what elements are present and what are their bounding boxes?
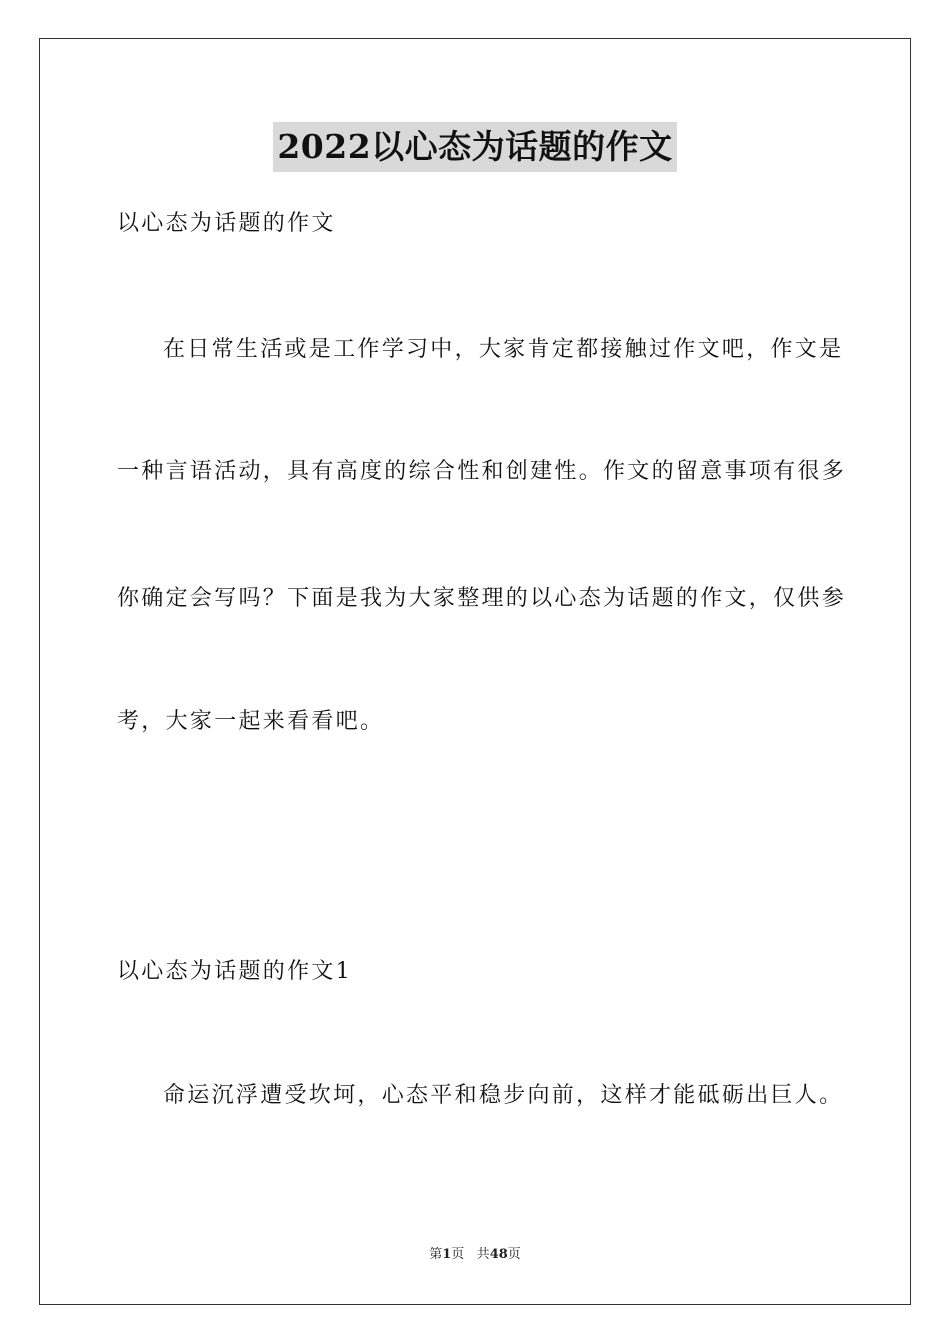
- footer-page-prefix: 第: [429, 1247, 443, 1262]
- section-paragraph-line-1: 命运沉浮遭受坎坷，心态平和稳步向前，这样才能砥砺出巨人。: [163, 1083, 844, 1108]
- footer-total-prefix: 共: [476, 1247, 490, 1262]
- document-subtitle: 以心态为话题的作文: [117, 211, 336, 236]
- intro-line-2: 一种言语活动，具有高度的综合性和创建性。作文的留意事项有很多: [117, 459, 847, 484]
- footer-page-suffix: 页: [451, 1247, 465, 1262]
- section-heading: 以心态为话题的作文1: [117, 959, 352, 984]
- footer-page-number: 1: [442, 1247, 452, 1262]
- footer-total-suffix: 页: [507, 1247, 521, 1262]
- footer-total-pages: 48: [489, 1247, 508, 1262]
- title-container: [0, 122, 950, 172]
- page-footer: [0, 1245, 950, 1265]
- intro-line-4: 考，大家一起来看看吧。: [117, 709, 385, 734]
- intro-line-3: 你确定会写吗？下面是我为大家整理的以心态为话题的作文，仅供参: [117, 586, 847, 611]
- intro-line-1: 在日常生活或是工作学习中，大家肯定都接触过作文吧，作文是: [163, 337, 844, 362]
- document-title: 2022以心态为话题的作文: [273, 122, 676, 172]
